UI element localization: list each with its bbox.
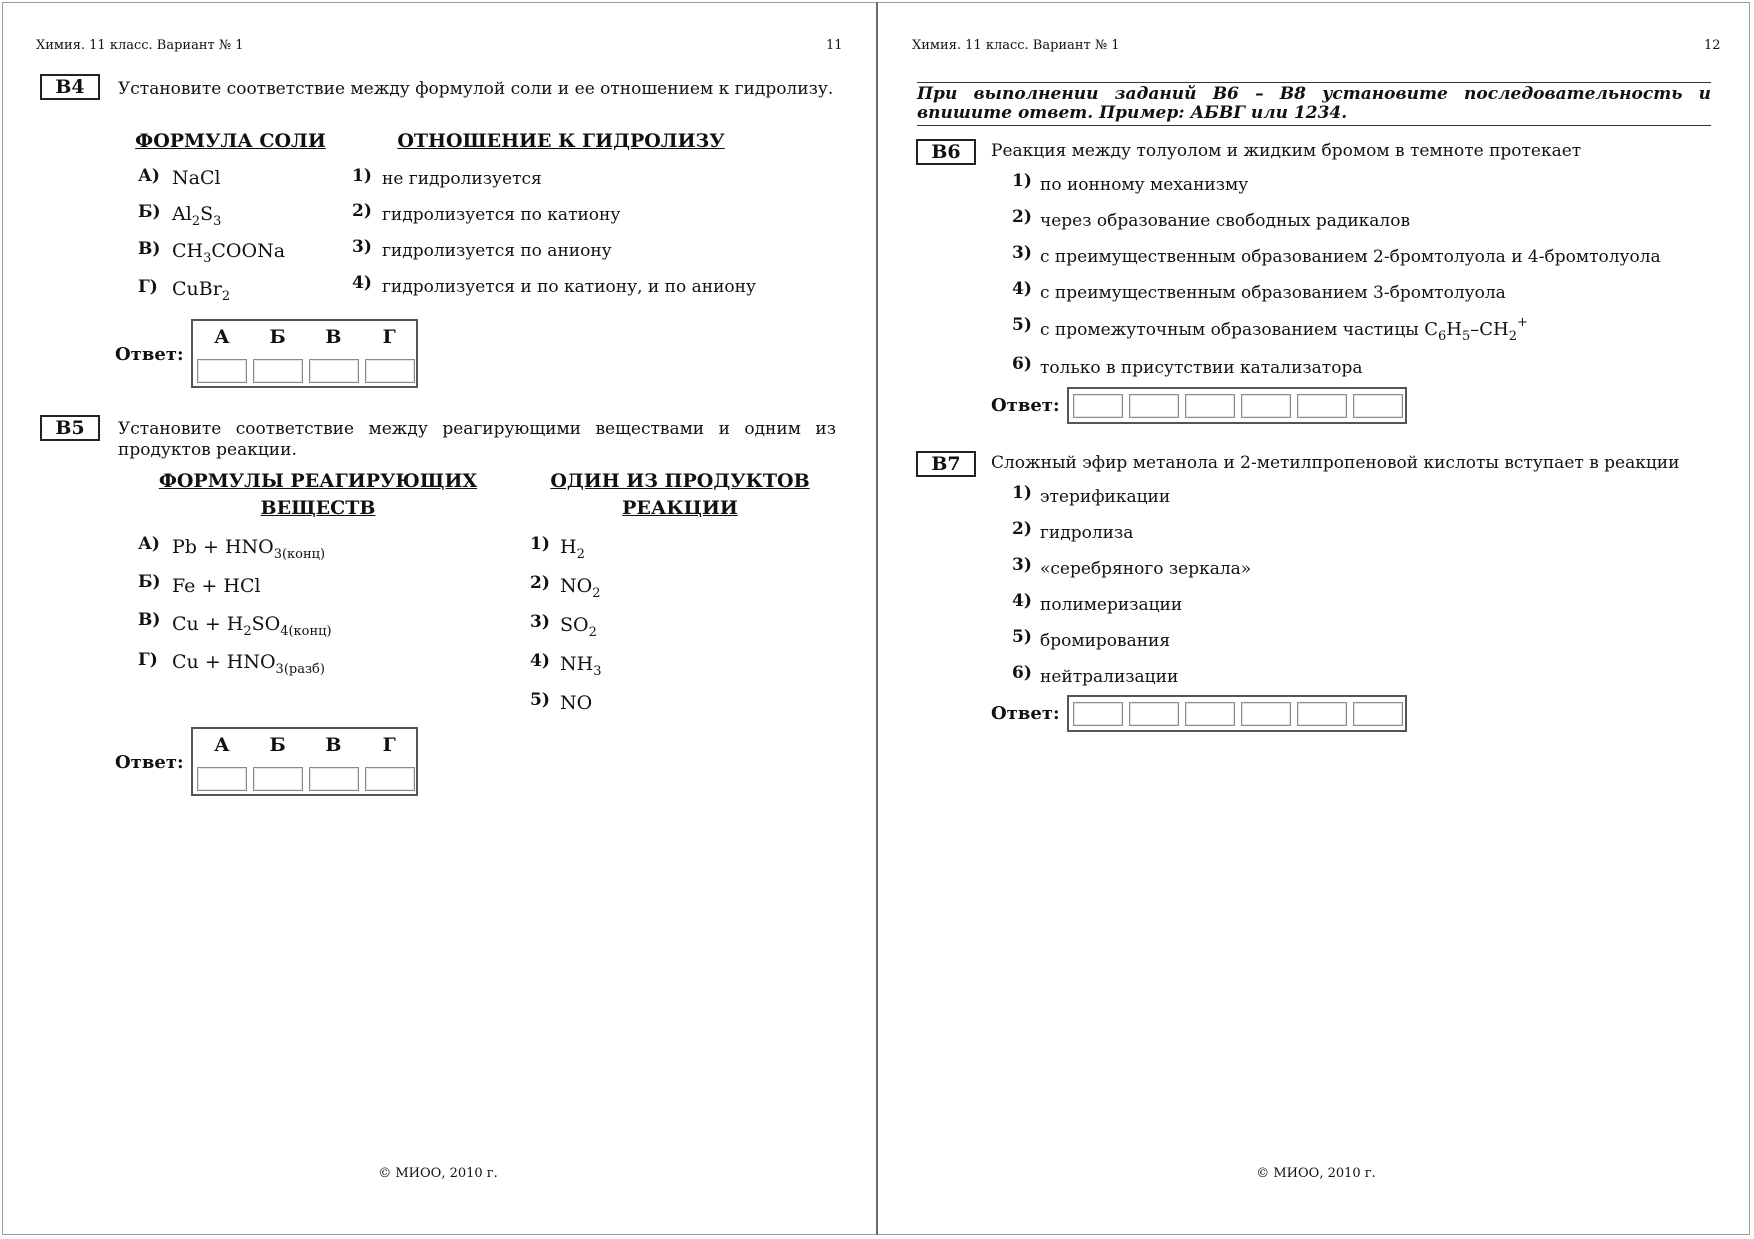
option-text: полимеризации <box>1040 595 1183 615</box>
option-number: 3) <box>530 612 550 632</box>
answer-cell[interactable] <box>1185 394 1235 418</box>
option-text: гидролиза <box>1040 523 1134 543</box>
task-intro-b5: Установите соответствие между реагирующими веществами и одним из продуктов реакции. <box>118 419 836 460</box>
option-number: 2) <box>530 573 550 593</box>
task-tag-b6: B6 <box>916 139 976 165</box>
page-header: Химия. 11 класс. Вариант № 1 <box>36 38 244 53</box>
option-number: 6) <box>1012 354 1032 374</box>
option-text: по ионному механизму <box>1040 175 1249 195</box>
option-text: гидролизуется по аниону <box>382 241 612 261</box>
salt-formula: NaCl <box>172 167 221 189</box>
answer-column-header: А <box>214 326 230 348</box>
option-text: гидролизуется по катиону <box>382 205 621 225</box>
option-number: 5) <box>1012 315 1032 335</box>
option-text: через образование свободных радикалов <box>1040 211 1411 231</box>
option-number: 3) <box>1012 555 1032 575</box>
answer-column-header: В <box>325 326 342 348</box>
task-tag-b7: B7 <box>916 451 976 477</box>
item-label: Б) <box>138 202 161 222</box>
column-header-formula: ФОРМУЛА СОЛИ <box>135 130 326 152</box>
page-number: 11 <box>826 38 843 53</box>
page-footer: © МИОО, 2010 г. <box>1256 1166 1376 1181</box>
item-label: В) <box>138 610 161 630</box>
product-formula: $SO_2$ <box>560 614 597 640</box>
answer-label: Ответ: <box>115 752 184 773</box>
option-number: 4) <box>1012 591 1032 611</box>
page-number: 12 <box>1704 38 1721 53</box>
answer-label: Ответ: <box>991 703 1060 724</box>
salt-formula: $CH_3COONa$ <box>172 240 286 266</box>
answer-cell[interactable] <box>1353 702 1403 726</box>
answer-label: Ответ: <box>115 344 184 365</box>
option-number: 4) <box>530 651 550 671</box>
product-formula: $H_2$ <box>560 536 585 562</box>
option-text: гидролизуется и по катиону, и по аниону <box>382 277 756 297</box>
answer-table-b4 <box>191 319 418 388</box>
page-footer: © МИОО, 2010 г. <box>378 1166 498 1181</box>
task-tag-b4: B4 <box>40 74 100 100</box>
option-text: с преимущественным образованием 3-бромтолуола <box>1040 283 1506 303</box>
answer-cell[interactable] <box>1129 702 1179 726</box>
answer-cell[interactable] <box>197 359 247 383</box>
page-header: Химия. 11 класс. Вариант № 1 <box>912 38 1120 53</box>
option-number: 1) <box>1012 483 1032 503</box>
task-question-b6: Реакция между толуолом и жидким бромом в темноте протекает <box>991 141 1582 161</box>
item-label: В) <box>138 239 161 259</box>
right-page <box>878 0 1754 1239</box>
answer-cell[interactable] <box>253 767 303 791</box>
item-label: А) <box>138 166 160 186</box>
option-text: нейтрализации <box>1040 667 1179 687</box>
answer-column-header: Г <box>382 734 396 756</box>
answer-cell[interactable] <box>197 767 247 791</box>
answer-cell[interactable] <box>1297 394 1347 418</box>
option-text: этерификации <box>1040 487 1171 507</box>
answer-column-header: Б <box>269 734 286 756</box>
option-number: 5) <box>1012 627 1032 647</box>
product-formula: $NO_2$ <box>560 575 601 601</box>
answer-column-header: Б <box>269 326 286 348</box>
answer-cell[interactable] <box>253 359 303 383</box>
reagents-formula: $Pb + HNO_{3(конц)}$ <box>172 536 326 562</box>
reagents-formula: $Cu + H_2SO_{4(конц)}$ <box>172 613 332 639</box>
option-number: 6) <box>1012 663 1032 683</box>
answer-cell[interactable] <box>1073 394 1123 418</box>
option-number: 3) <box>1012 243 1032 263</box>
answer-column-header: В <box>325 734 342 756</box>
answer-table-b5 <box>191 727 418 796</box>
option-number: 2) <box>1012 519 1032 539</box>
answer-cell[interactable] <box>309 767 359 791</box>
task-tag-b5: B5 <box>40 415 100 441</box>
instruction-block: При выполнении заданий В6 – В8 установите последовательность и впишите ответ. Пример: АБВГ или 1234. <box>917 82 1711 126</box>
item-label: Г) <box>138 650 158 670</box>
option-number: 5) <box>530 690 550 710</box>
option-number: 1) <box>1012 171 1032 191</box>
option-number: 2) <box>352 201 372 221</box>
item-label: Г) <box>138 277 158 297</box>
option-text: бромирования <box>1040 631 1171 651</box>
option-text: с преимущественным образованием 2-бромтолуола и 4-бромтолуола <box>1040 247 1661 267</box>
task-intro-b4: Установите соответствие между формулой соли и ее отношением к гидролизу. <box>118 79 834 99</box>
option-text: с промежуточным образованием частицы $C_6H_5-CH_2^+$ <box>1040 315 1528 344</box>
left-page <box>0 0 876 1239</box>
answer-cell[interactable] <box>365 767 415 791</box>
answer-table-b6 <box>1067 387 1407 424</box>
answer-cell[interactable] <box>1241 702 1291 726</box>
option-text: «серебряного зеркала» <box>1040 559 1252 579</box>
answer-column-header: Г <box>382 326 396 348</box>
answer-cell[interactable] <box>1129 394 1179 418</box>
salt-formula: $Al_2S_3$ <box>172 203 222 229</box>
reagents-formula: $Cu + HNO_{3(разб)}$ <box>172 651 325 677</box>
answer-cell[interactable] <box>1073 702 1123 726</box>
reagents-formula: Fe + HCl <box>172 575 261 597</box>
answer-cell[interactable] <box>1297 702 1347 726</box>
answer-cell[interactable] <box>1353 394 1403 418</box>
item-label: Б) <box>138 572 161 592</box>
answer-table-b7 <box>1067 695 1407 732</box>
answer-cell[interactable] <box>1241 394 1291 418</box>
answer-cell[interactable] <box>1185 702 1235 726</box>
answer-label: Ответ: <box>991 395 1060 416</box>
item-label: А) <box>138 534 160 554</box>
column-header-hydrolysis: ОТНОШЕНИЕ К ГИДРОЛИЗУ <box>397 130 725 152</box>
column-header-products: ОДИН ИЗ ПРОДУКТОВ РЕАКЦИИ <box>550 470 810 519</box>
option-number: 1) <box>352 166 372 186</box>
task-question-b7: Сложный эфир метанола и 2-метилпропеновой кислоты вступает в реакции <box>991 453 1680 473</box>
product-formula: NO <box>560 692 593 714</box>
option-text: только в присутствии катализатора <box>1040 358 1363 378</box>
option-number: 4) <box>1012 279 1032 299</box>
option-text: не гидролизуется <box>382 169 542 189</box>
answer-column-header: А <box>214 734 230 756</box>
answer-cell[interactable] <box>365 359 415 383</box>
column-header-reagents: ФОРМУЛЫ РЕАГИРУЮЩИХ ВЕЩЕСТВ <box>158 470 478 519</box>
option-number: 2) <box>1012 207 1032 227</box>
answer-cell[interactable] <box>309 359 359 383</box>
option-number: 1) <box>530 534 550 554</box>
salt-formula: CuBr$_2$ <box>172 278 231 304</box>
option-number: 3) <box>352 237 372 257</box>
option-number: 4) <box>352 273 372 293</box>
product-formula: $NH_3$ <box>560 653 602 679</box>
